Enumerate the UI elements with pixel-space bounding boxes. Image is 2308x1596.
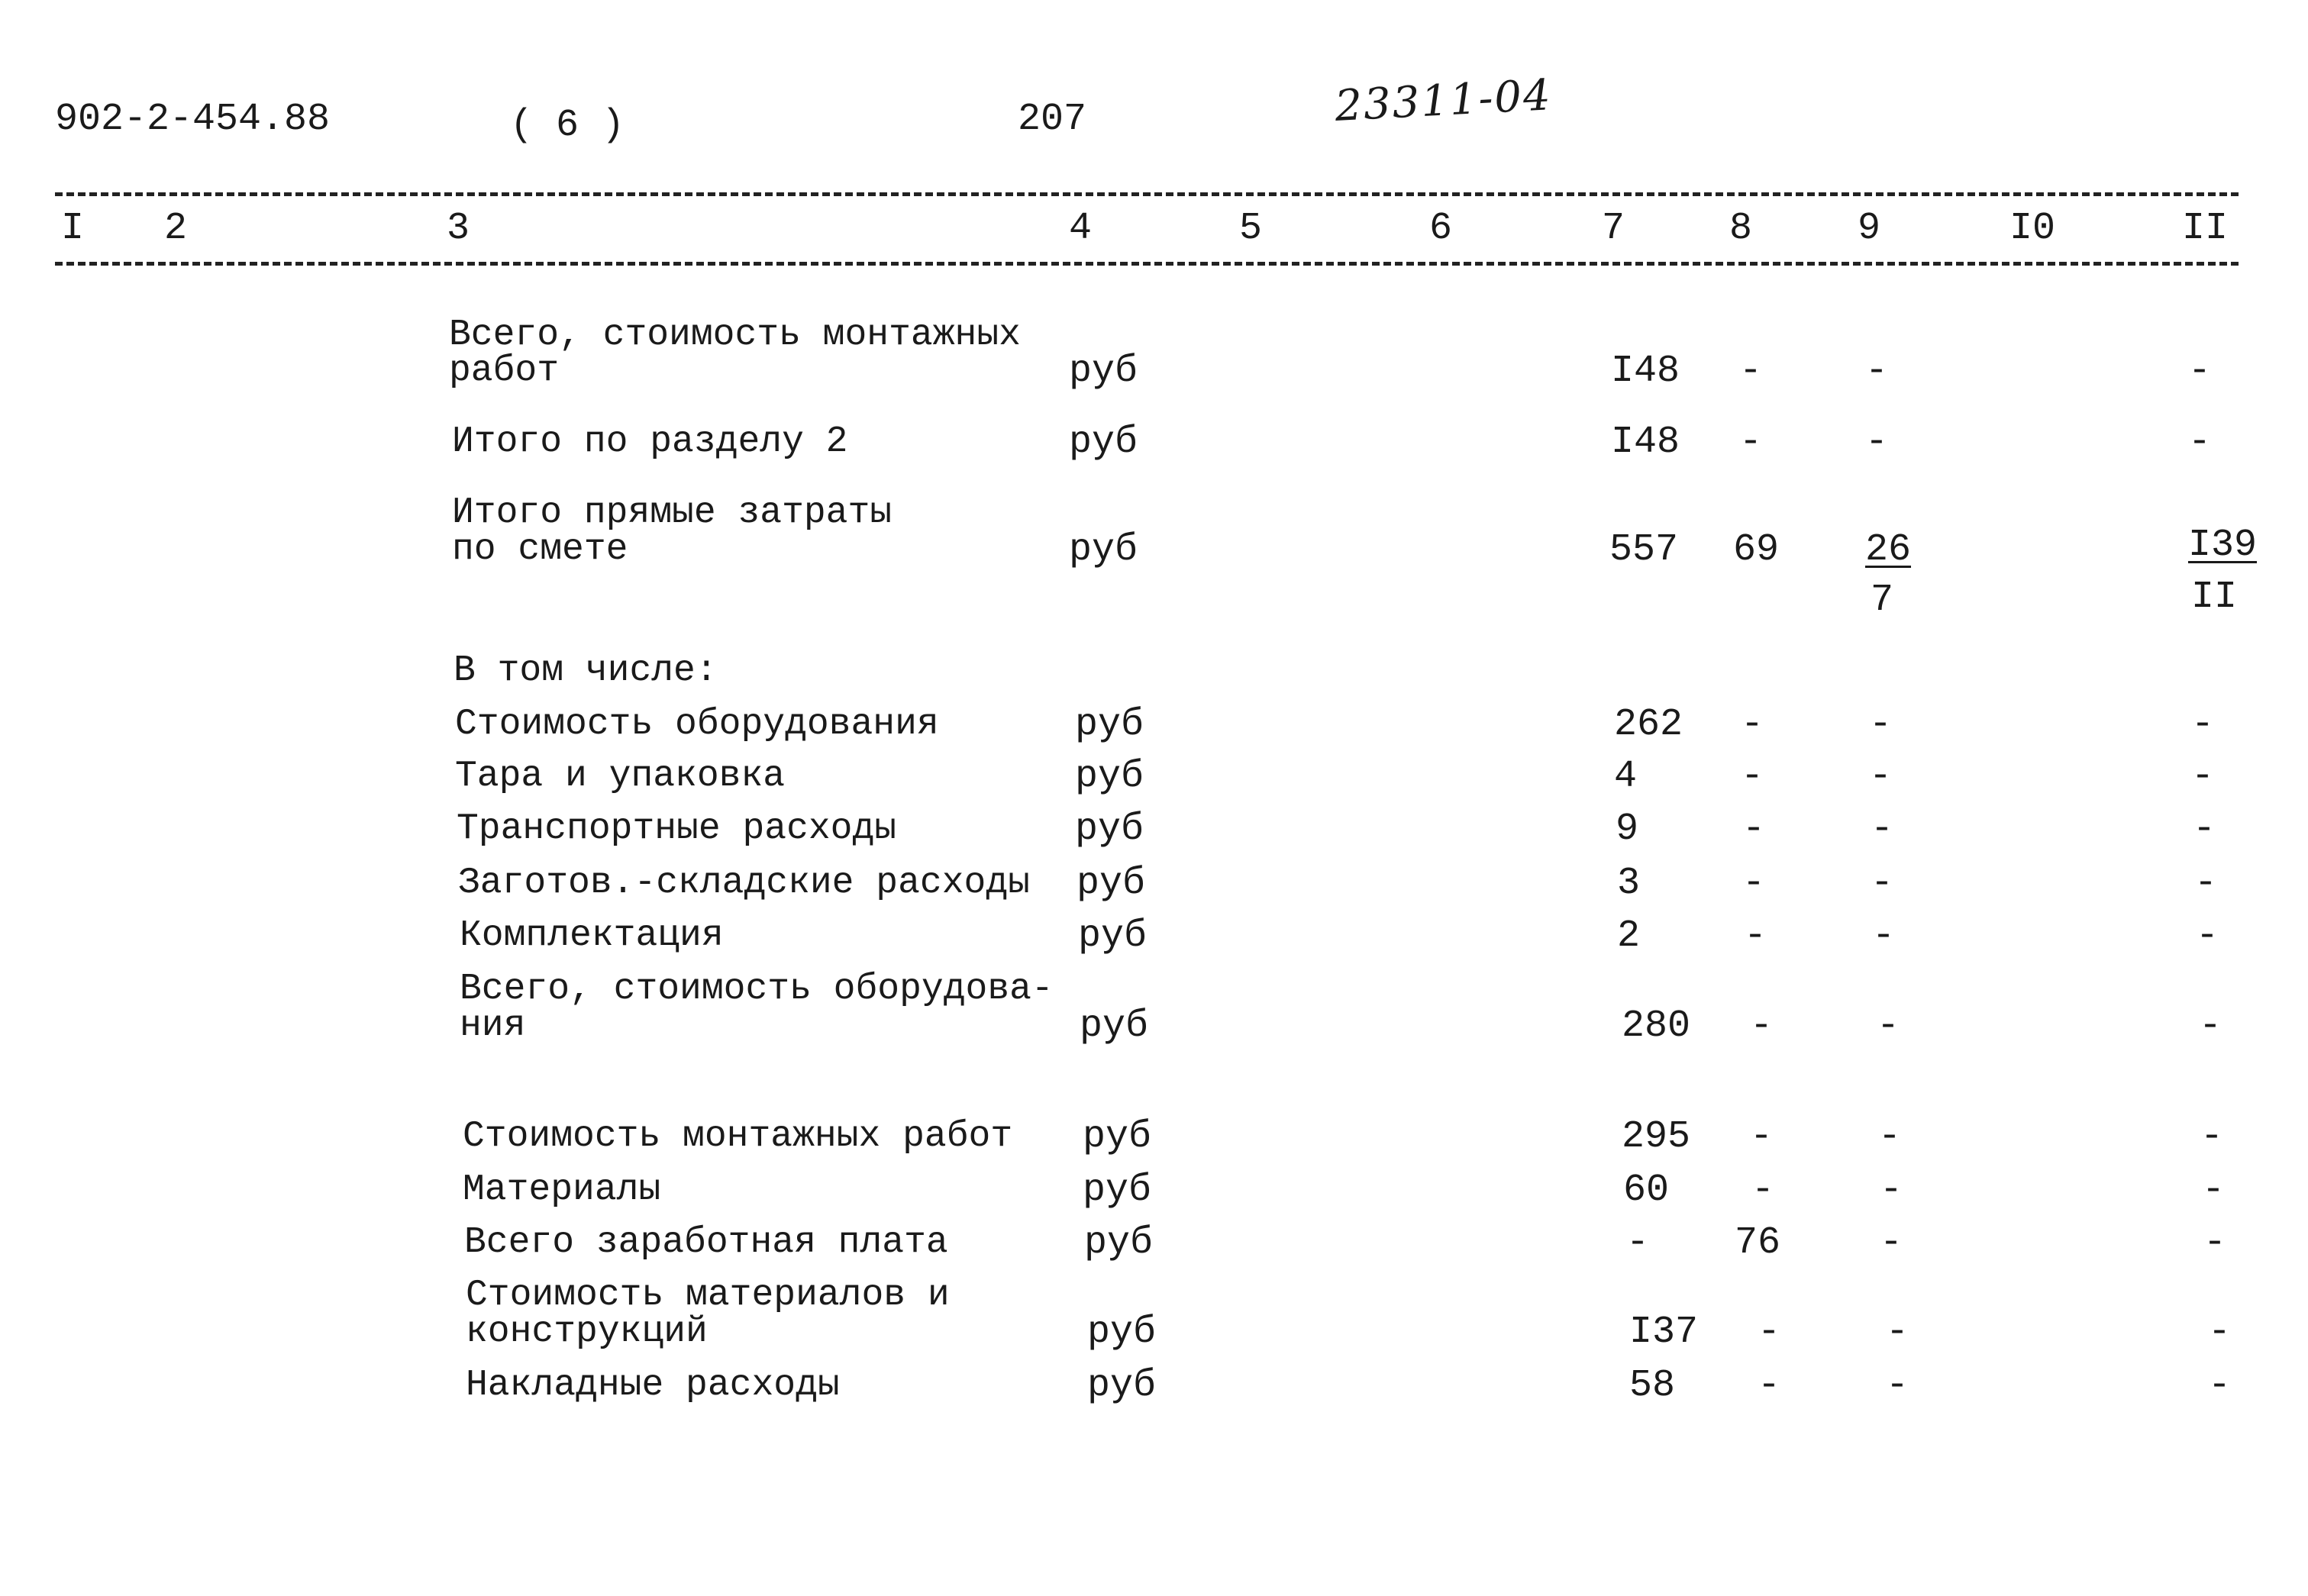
- col11-cell: -: [2191, 755, 2215, 798]
- row-description: Всего, стоимость монтажных: [449, 314, 1021, 356]
- unit-cell: руб: [1078, 914, 1148, 958]
- col9-cell: -: [1877, 1004, 1900, 1048]
- col7-cell: -: [1626, 1221, 1650, 1265]
- row-description: Комплектация: [460, 915, 724, 956]
- row-description-cont: конструкций: [466, 1311, 708, 1353]
- col9-cell: -: [1886, 1364, 1909, 1407]
- unit-cell: руб: [1080, 1004, 1149, 1048]
- col9-cell: -: [1869, 755, 1893, 798]
- column-number: 8: [1729, 207, 1753, 250]
- col8-cell: 76: [1735, 1221, 1781, 1265]
- col11-cell: -: [2199, 1004, 2222, 1048]
- col11-cell: -: [2194, 862, 2218, 905]
- column-number: 9: [1858, 207, 1881, 250]
- col11-numerator: I39: [2188, 524, 2258, 567]
- unit-cell: руб: [1087, 1364, 1157, 1407]
- row-description: Транспортные расходы: [457, 808, 897, 850]
- column-number: 2: [164, 207, 188, 250]
- page-number: 207: [1018, 98, 1087, 141]
- row-description-cont: работ: [449, 350, 560, 392]
- col11-cell: -: [2202, 1169, 2226, 1212]
- col11-cell: -: [2200, 1115, 2224, 1159]
- col8-cell: -: [1739, 350, 1763, 393]
- row-description: Накладные расходы: [466, 1365, 840, 1406]
- unit-cell: руб: [1069, 528, 1138, 572]
- unit-cell: руб: [1075, 808, 1144, 851]
- row-description: Стоимость оборудования: [455, 704, 939, 745]
- row-description: Всего, стоимость оборудова-: [460, 969, 1054, 1010]
- col7-cell: I48: [1611, 421, 1680, 464]
- col9-cell: -: [1865, 350, 1889, 393]
- col7-cell: 2: [1617, 914, 1641, 958]
- row-description: Материалы: [463, 1169, 661, 1211]
- col7-cell: 295: [1622, 1115, 1691, 1159]
- col8-cell: -: [1750, 1004, 1774, 1048]
- col8-cell: -: [1741, 703, 1764, 746]
- col11-cell: -: [2203, 1221, 2227, 1265]
- col7-cell: 262: [1614, 703, 1683, 746]
- col11-cell: -: [2193, 808, 2216, 851]
- document-code: 902-2-454.88: [55, 98, 331, 141]
- column-number: 6: [1429, 207, 1453, 250]
- col7-cell: I37: [1629, 1311, 1699, 1354]
- column-number: 3: [447, 207, 470, 250]
- col11-denominator: II: [2191, 576, 2238, 619]
- row-description: Заготов.-складские расходы: [458, 862, 1030, 904]
- row-description: Тара и упаковка: [455, 756, 786, 797]
- col11-cell: -: [2191, 703, 2215, 746]
- col8-cell: 69: [1733, 528, 1780, 572]
- header-top-rule: [55, 192, 2239, 196]
- col7-cell: 3: [1617, 862, 1641, 905]
- row-description-cont: по смете: [452, 529, 628, 570]
- column-number: 7: [1602, 207, 1625, 250]
- col7-cell: I48: [1611, 350, 1680, 393]
- col7-cell: 557: [1609, 528, 1679, 572]
- col9-cell: -: [1880, 1169, 1903, 1212]
- col9-numerator: 26: [1865, 528, 1912, 572]
- col11-cell: -: [2196, 914, 2219, 958]
- column-number: 5: [1239, 207, 1263, 250]
- col9-cell: -: [1880, 1221, 1903, 1265]
- col7-cell: 9: [1616, 808, 1639, 851]
- row-description: Стоимость материалов и: [466, 1275, 950, 1316]
- handwritten-number: 23311-04: [1333, 70, 1554, 131]
- col9-cell: -: [1871, 808, 1894, 851]
- row-subheading: В том числе:: [454, 650, 718, 692]
- unit-cell: руб: [1077, 862, 1146, 905]
- unit-cell: руб: [1083, 1169, 1152, 1212]
- col8-cell: -: [1744, 914, 1767, 958]
- unit-cell: руб: [1083, 1115, 1152, 1159]
- col8-cell: -: [1758, 1364, 1781, 1407]
- col7-cell: 4: [1614, 755, 1638, 798]
- col11-cell: -: [2188, 350, 2212, 393]
- col9-denominator: 7: [1871, 579, 1894, 622]
- col8-cell: -: [1741, 755, 1764, 798]
- col9-cell: -: [1865, 421, 1889, 464]
- col8-cell: -: [1742, 808, 1766, 851]
- row-description: Стоимость монтажных работ: [463, 1116, 1013, 1157]
- col7-cell: 60: [1623, 1169, 1670, 1212]
- row-description: Итого прямые затраты: [452, 492, 893, 534]
- col8-cell: -: [1751, 1169, 1775, 1212]
- col9-cell: -: [1886, 1311, 1909, 1354]
- unit-cell: руб: [1069, 350, 1138, 393]
- column-number: II: [2182, 207, 2229, 250]
- row-description-cont: ния: [460, 1005, 526, 1046]
- col8-cell: -: [1758, 1311, 1781, 1354]
- col9-cell: -: [1878, 1115, 1902, 1159]
- col8-cell: -: [1739, 421, 1763, 464]
- section-number: ( 6 ): [510, 104, 625, 147]
- unit-cell: руб: [1087, 1311, 1157, 1354]
- row-description: Всего заработная плата: [464, 1222, 948, 1263]
- col11-cell: -: [2208, 1364, 2232, 1407]
- col8-cell: -: [1750, 1115, 1774, 1159]
- unit-cell: руб: [1084, 1221, 1154, 1265]
- col8-cell: -: [1742, 862, 1766, 905]
- col9-cell: -: [1871, 862, 1894, 905]
- column-number: I0: [2009, 207, 2056, 250]
- column-number: 4: [1069, 207, 1093, 250]
- unit-cell: руб: [1075, 755, 1144, 798]
- header-bottom-rule: [55, 262, 2239, 266]
- col7-cell: 280: [1622, 1004, 1691, 1048]
- col11-cell: -: [2188, 421, 2212, 464]
- col7-cell: 58: [1629, 1364, 1676, 1407]
- col9-cell: -: [1869, 703, 1893, 746]
- col11-cell: -: [2208, 1311, 2232, 1354]
- col9-cell: -: [1872, 914, 1896, 958]
- row-description: Итого по разделу 2: [452, 421, 848, 463]
- unit-cell: руб: [1075, 703, 1144, 746]
- unit-cell: руб: [1069, 421, 1138, 464]
- column-number: I: [61, 207, 85, 250]
